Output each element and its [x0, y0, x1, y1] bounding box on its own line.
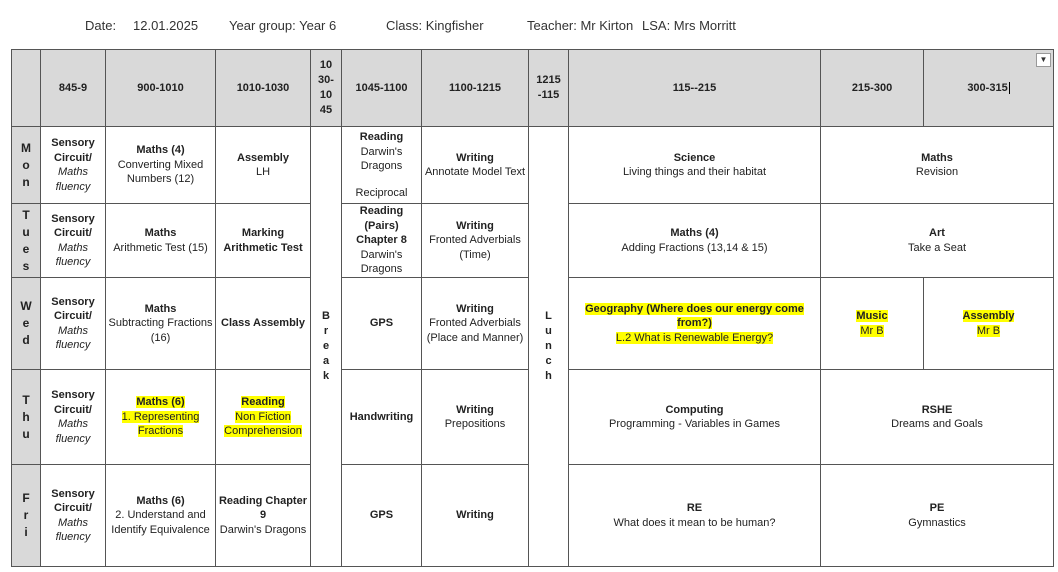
lesson-class-assembly[interactable]: Class Assembly [216, 278, 311, 370]
time-slot[interactable]: 1010-1030 [216, 50, 311, 127]
break-time-part: 10 [319, 89, 333, 101]
lesson-marking[interactable]: Marking Arithmetic Test [216, 204, 311, 278]
lesson-reading[interactable]: Reading Darwin's Dragons Reciprocal [342, 127, 422, 204]
date-value[interactable]: 12.01.2025 [133, 18, 199, 33]
teacher-name[interactable]: Teacher: Mr Kirton [527, 18, 634, 33]
lesson-reading[interactable]: Reading Non Fiction Comprehension [216, 370, 311, 465]
lesson-science[interactable]: Science Living things and their habitat [569, 127, 821, 204]
break-time-part: 10 [319, 59, 333, 71]
lesson-re[interactable]: RE What does it mean to be human? [569, 465, 821, 567]
day-label-friday: F r i [12, 465, 41, 567]
lesson-computing[interactable]: Computing Programming - Variables in Games [569, 370, 821, 465]
lesson-writing[interactable]: Writing Annotate Model Text [422, 127, 529, 204]
lesson-maths-revision[interactable]: Maths Revision [821, 127, 1054, 204]
lunch-time-part: -115 [537, 89, 560, 101]
lesson-geography[interactable]: Geography (Where does our energy come from?) L.2 What is Renewable Energy? [569, 278, 821, 370]
lunch-time-part: 1215 [536, 74, 561, 86]
lesson-sensory[interactable]: Sensory Circuit/ Maths fluency [41, 127, 106, 204]
lesson-art[interactable]: Art Take a Seat [821, 204, 1054, 278]
time-header-row [12, 50, 1054, 127]
lesson-sensory[interactable]: Sensory Circuit/ Maths fluency [41, 465, 106, 567]
lesson-assembly[interactable]: Assembly LH [216, 127, 311, 204]
lesson-gps[interactable]: GPS [342, 465, 422, 567]
lesson-maths[interactable]: Maths Arithmetic Test (15) [106, 204, 216, 278]
day-label-monday: M o n [12, 127, 41, 204]
lsa-name[interactable]: LSA: Mrs Morritt [642, 18, 736, 33]
time-slot-lunch[interactable] [529, 50, 569, 127]
time-slot[interactable]: 1100-1215 [422, 50, 529, 127]
lesson-rshe[interactable]: RSHE Dreams and Goals [821, 370, 1054, 465]
class-name[interactable]: Class: Kingfisher [386, 18, 484, 33]
lesson-music[interactable]: Music Mr B [821, 278, 924, 370]
year-group[interactable]: Year group: Year 6 [229, 18, 337, 33]
time-slot-last[interactable] [924, 50, 1054, 127]
time-slot[interactable]: 845-9 [41, 50, 106, 127]
time-slot[interactable]: 1045-1100 [342, 50, 422, 127]
lesson-maths[interactable]: Maths Subtracting Fractions (16) [106, 278, 216, 370]
day-label-thursday: T h u [12, 370, 41, 465]
lesson-maths[interactable]: Maths (6) 1. Representing Fractions [106, 370, 216, 465]
timetable [11, 49, 1054, 567]
lesson-sensory[interactable]: Sensory Circuit/ Maths fluency [41, 370, 106, 465]
lesson-writing[interactable]: Writing Fronted Adverbials (Place and Manner) [422, 278, 529, 370]
header-bar [85, 18, 116, 33]
time-slot[interactable]: 115--215 [569, 50, 821, 127]
dropdown-arrow-icon[interactable]: ▼ [1036, 53, 1051, 67]
time-slot-label: 300-315 [967, 81, 1008, 94]
break-time-part: 30- [318, 74, 334, 86]
break-time-part: 45 [319, 104, 333, 116]
lesson-maths[interactable]: Maths (6) 2. Understand and Identify Equivalence [106, 465, 216, 567]
corner-cell [12, 50, 41, 127]
lesson-handwriting[interactable]: Handwriting [342, 370, 422, 465]
time-slot[interactable]: 900-1010 [106, 50, 216, 127]
lesson-assembly[interactable]: Assembly Mr B [924, 278, 1054, 370]
lesson-sensory[interactable]: Sensory Circuit/ Maths fluency [41, 278, 106, 370]
day-row-monday [12, 127, 1054, 204]
text-cursor [1009, 82, 1010, 94]
lesson-maths[interactable]: Maths (4) Converting Mixed Numbers (12) [106, 127, 216, 204]
lesson-pe[interactable]: PE Gymnastics [821, 465, 1054, 567]
lesson-writing[interactable]: Writing Prepositions [422, 370, 529, 465]
day-label-wednesday: W e d [12, 278, 41, 370]
lunch-column: L u n c h [529, 127, 569, 567]
time-slot[interactable]: 215-300 [821, 50, 924, 127]
lesson-writing[interactable]: Writing Fronted Adverbials (Time) [422, 204, 529, 278]
lesson-sensory[interactable]: Sensory Circuit/ Maths fluency [41, 204, 106, 278]
lesson-reading[interactable]: Reading (Pairs) Chapter 8 Darwin's Dragons [342, 204, 422, 278]
break-column: B r e a k [311, 127, 342, 567]
lesson-gps[interactable]: GPS [342, 278, 422, 370]
time-slot-break[interactable] [311, 50, 342, 127]
lesson-reading[interactable]: Reading Chapter 9 Darwin's Dragons [216, 465, 311, 567]
lesson-maths-fractions[interactable]: Maths (4) Adding Fractions (13,14 & 15) [569, 204, 821, 278]
lesson-writing[interactable]: Writing [422, 465, 529, 567]
day-label-tuesday: T u e s [12, 204, 41, 278]
date-label: Date: [85, 18, 117, 33]
